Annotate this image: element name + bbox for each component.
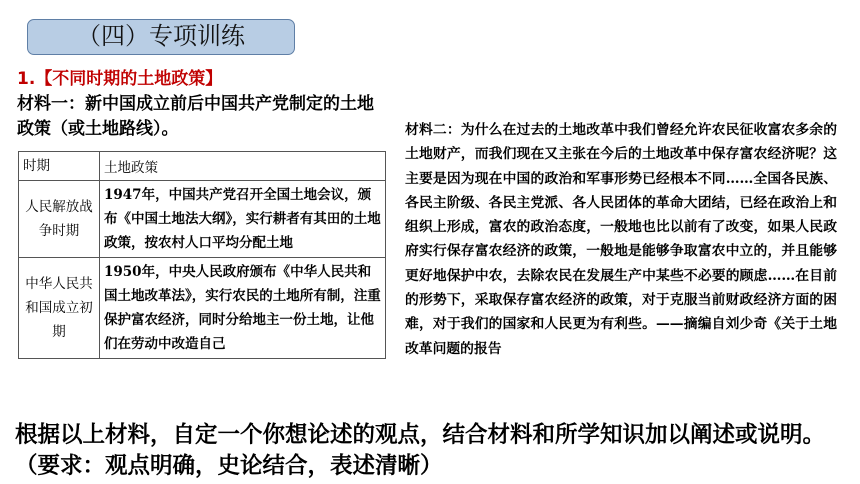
period-cell: 中华人民共和国成立初期 [19, 258, 100, 359]
material1-intro: 材料一：新中国成立前后中国共产党制定的土地政策（或土地路线）。 [17, 94, 374, 139]
policy-cell: 1947年，中国共产党召开全国土地会议，颁布《中国土地法大纲》，实行耕者有其田的土地政策，按农村人口平均分配土地 [100, 181, 386, 258]
task-prompt: 根据以上材料，自定一个你想论述的观点，结合材料和所学知识加以阐述或说明。（要求：观点明确，史论结合，表述清晰） [15, 422, 826, 479]
column-header-policy: 土地政策 [100, 152, 386, 181]
column-header-period: 时期 [19, 152, 100, 181]
table-row [19, 258, 386, 359]
table-row [19, 181, 386, 258]
material2-text: 材料二：为什么在过去的土地改革中我们曾经允许农民征收富农多余的土地财产，而我们现在又主张在今后的土地改革中保存富农经济呢？这主要是因为现在中国的政治和军事形势已经根本不同……全国各民族、各民主阶级、各民主党派、各人民团体的革命大团结，已经在政治上和组织上形成，富农的政治态度，一般地也比以前有了改变，如果人民政府实行保存富农经济的政策，一般地是能够争取富农中立的，并且能够更好地保护中农，去除农民在发展生产中某些不必要的顾虑……在目前的形势下，采取保存富农经济的政策，对于克服当前财政经济方面的困难，对于我们的国家和人民更为有利些。——摘编自刘少奇《关于土地改革问题的报告 [405, 122, 837, 357]
land-policy-table [18, 151, 386, 359]
period-cell: 人民解放战争时期 [19, 181, 100, 258]
table-header-row [19, 152, 386, 181]
policy-cell: 1950年，中央人民政府颁布《中华人民共和国土地改革法》，实行农民的土地所有制，注重保护富农经济，同时分给地主一份土地，让他们在劳动中改造自己 [100, 258, 386, 359]
section-title: （四）专项训练 [27, 19, 295, 55]
question-heading: 1.【不同时期的土地政策】 [17, 69, 223, 89]
